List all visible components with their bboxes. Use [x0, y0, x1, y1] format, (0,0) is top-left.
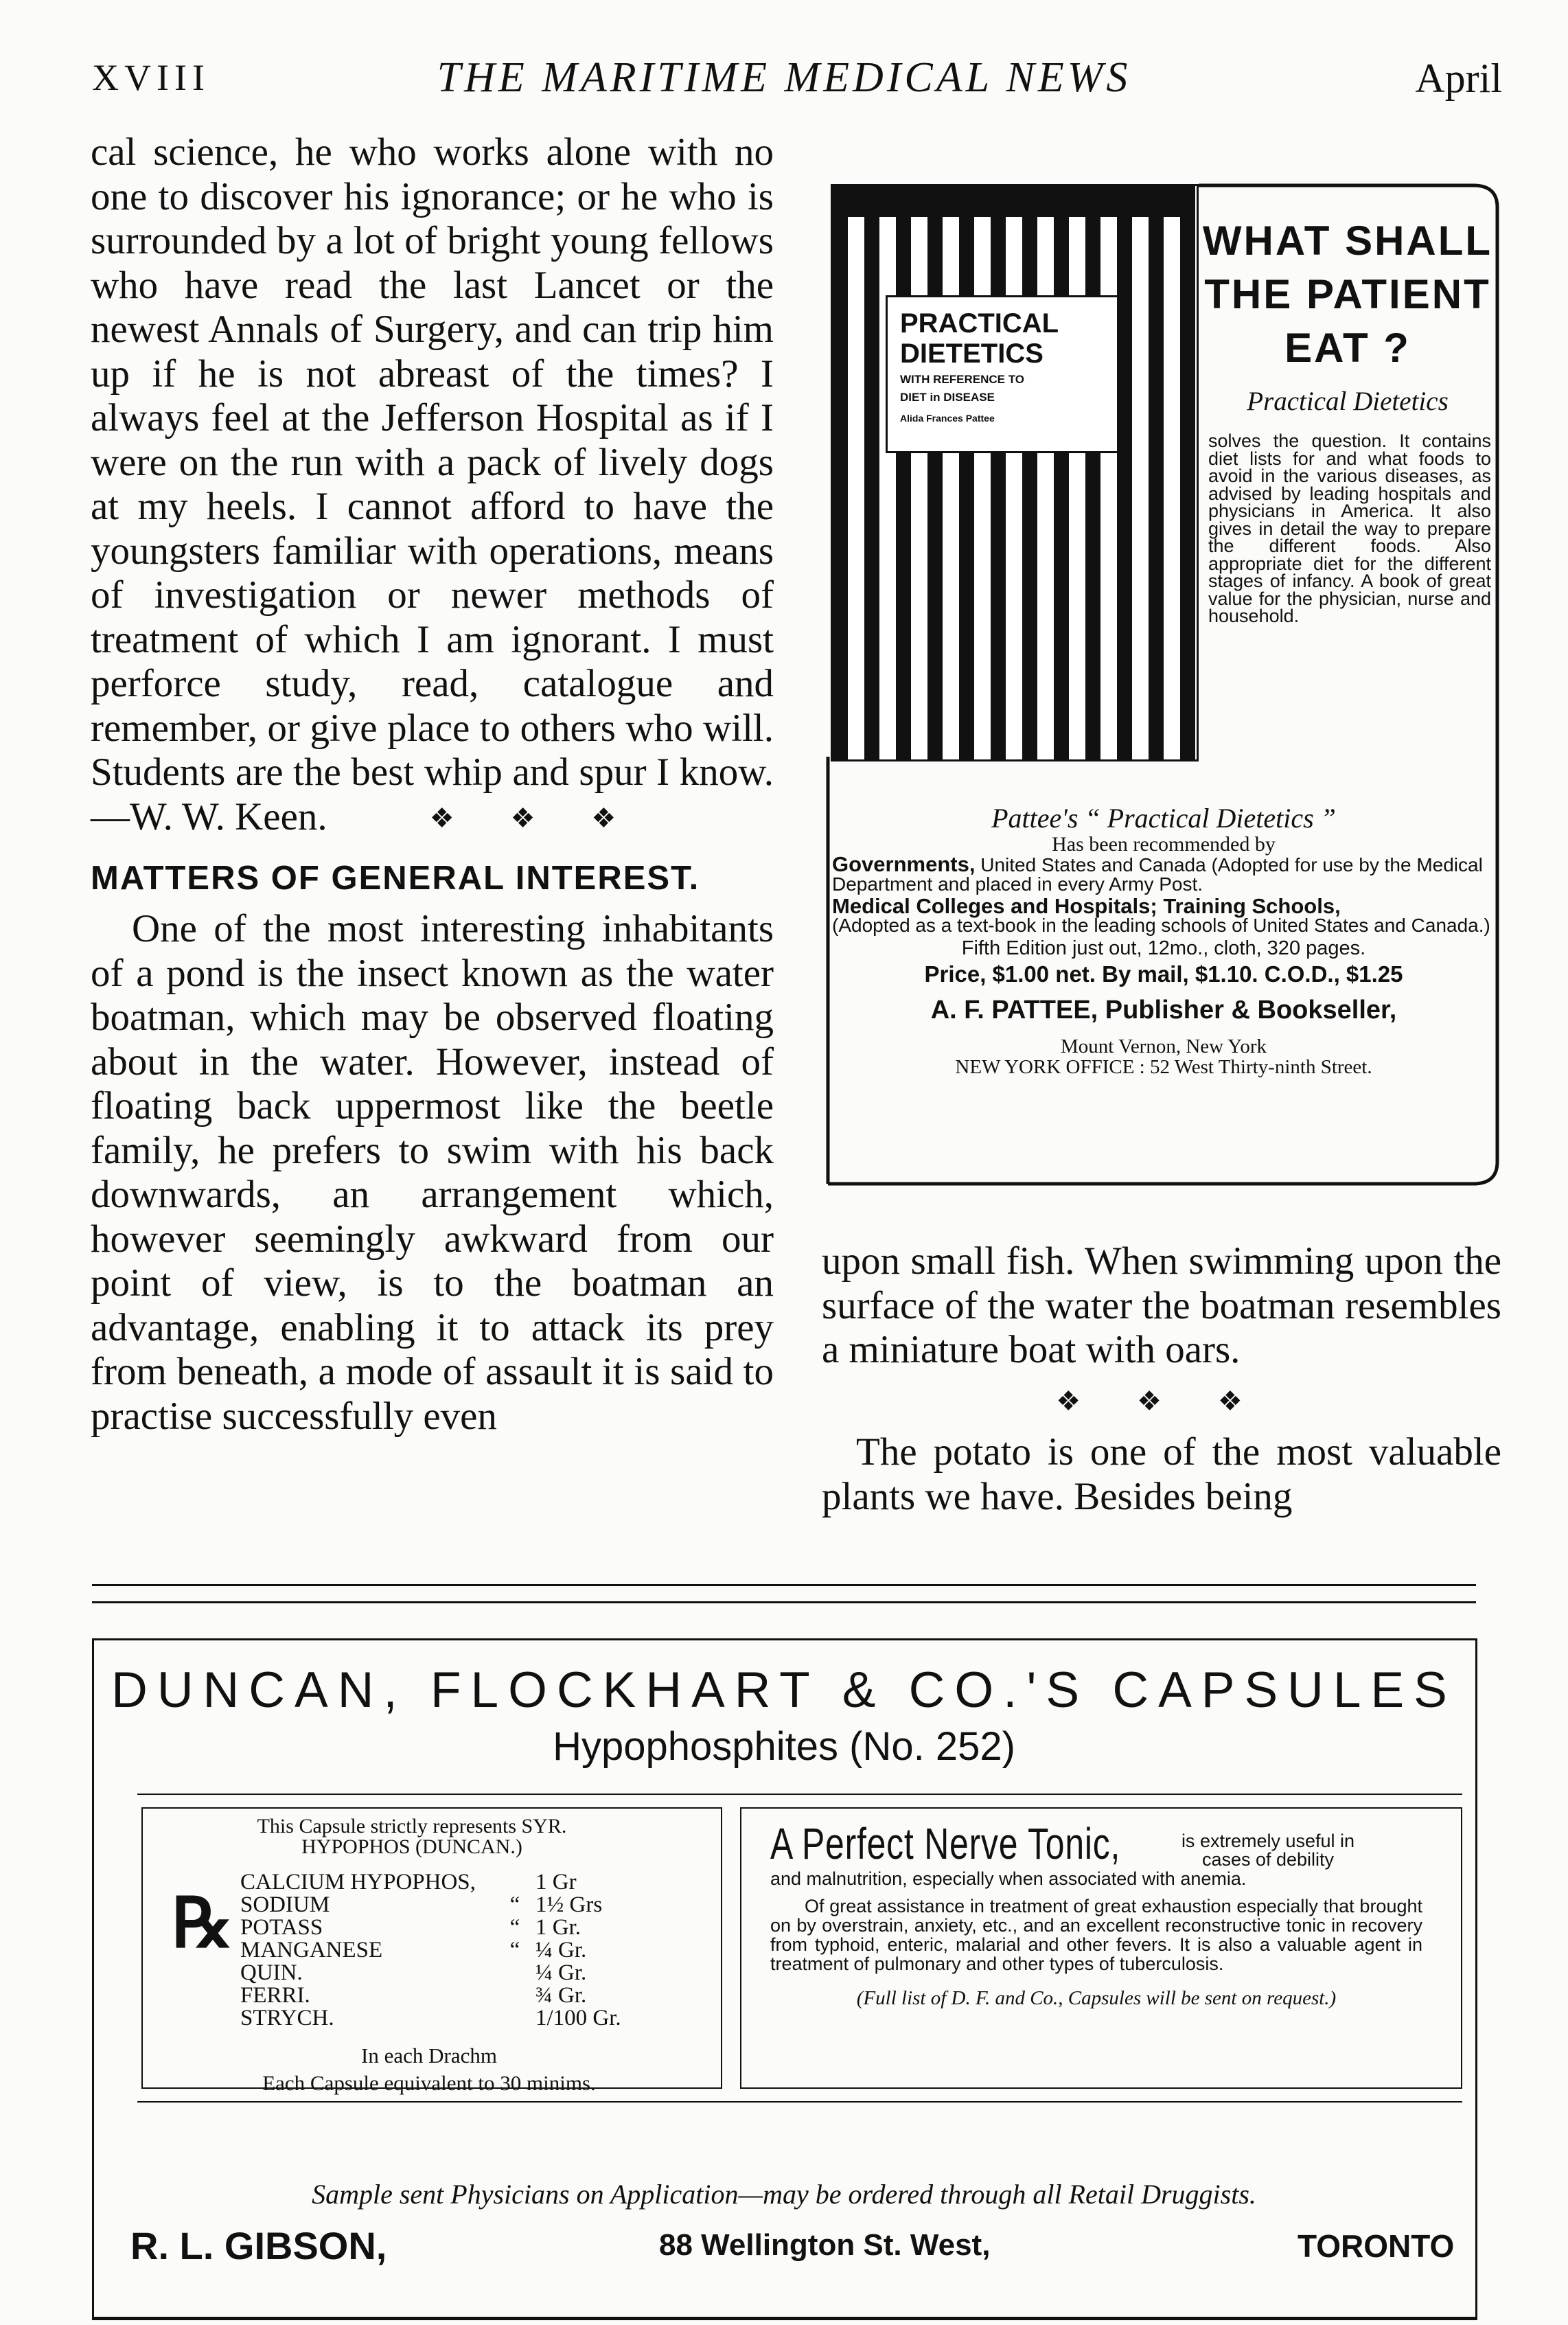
- ingredient-row: [240, 2007, 693, 2030]
- book-subtitle-line1: WITH REFERENCE TO: [900, 373, 1025, 386]
- ingredient-mark: [494, 2007, 535, 2030]
- book-subtitle-line2: DIET in DISEASE: [900, 391, 995, 404]
- agent-name: R. L. GIBSON,: [130, 2224, 387, 2267]
- ingredient-dose: 1½ Grs: [535, 1892, 603, 1917]
- journal-title: THE MARITIME MEDICAL NEWS: [437, 54, 1131, 101]
- recommended-line: Has been recommended by: [1052, 833, 1276, 856]
- prescription-icon: ℞: [172, 1886, 233, 1962]
- agent-city: TORONTO: [1298, 2228, 1455, 2264]
- ingredient-mark: [494, 1962, 535, 1984]
- tonic-para2: Of great assistance in treatment of great exhaustion especially that brought on by overstrain, anxiety, etc., and an excellent reconstructive tonic in recovery from typhoid, enteric, malarial and other fevers. It is also a valuable agent in treatment of pulmonary and other types of tuberculosis.: [770, 1896, 1422, 1974]
- book-spine-top: [831, 184, 1195, 217]
- ingredient-mark: [494, 1984, 535, 2007]
- ingredient-dose: 1/100 Gr.: [535, 2006, 621, 2030]
- book-title-line1: PRACTICAL: [900, 308, 1059, 339]
- ingredient-row: [240, 1984, 693, 2007]
- ingredient-mark: [494, 1871, 535, 1894]
- tonic-headline: A Perfect Nerve Tonic,: [770, 1819, 1121, 1868]
- ingredient-row: [240, 1894, 693, 1916]
- book-title-line2: DIETETICS: [900, 339, 1044, 369]
- ingredient-row: [240, 1962, 693, 1984]
- left-column: [91, 130, 774, 1439]
- ingredient-table: [240, 1871, 693, 2030]
- governments-label: Governments,: [832, 852, 976, 876]
- ingredient-name: FERRI.: [240, 1983, 310, 2008]
- issue-month: April: [1415, 56, 1502, 101]
- sample-line: Sample sent Physicians on Application—may be ordered through all Retail Druggists.: [312, 2179, 1256, 2210]
- ad-description: solves the question. It contains diet lists for and what foods to avoid in the various diseases, as advised by leading hospitals and physicians in America. It also gives in detail the way to prepare the different foods. Also appropriate diet for the different stages of infancy. A book of great value for the physician, nurse and household.: [1208, 431, 1491, 626]
- section-heading: MATTERS OF GENERAL INTEREST.: [91, 859, 700, 897]
- ingredient-row: [240, 1871, 693, 1894]
- publisher-line: A. F. PATTEE, Publisher & Bookseller,: [930, 996, 1397, 1024]
- ingredient-dose: 1 Gr: [535, 1870, 577, 1894]
- ingredient-name: MANGANESE: [240, 1938, 383, 1962]
- inner-rule-bottom: [137, 2101, 1462, 2103]
- tonic-para1: and malnutrition, especially when associated with anemia.: [770, 1868, 1247, 1889]
- colleges-text: (Adopted as a text-book in the leading schools of United States and Canada.): [832, 915, 1490, 936]
- divider-rule-2: [92, 1601, 1476, 1603]
- price-line: Price, $1.00 net. By mail, $1.10. C.O.D., $1.25: [924, 961, 1403, 987]
- inner-rule-top: [137, 1794, 1462, 1795]
- book-cover-label: [886, 295, 1119, 453]
- duncan-subtitle: Hypophosphites (No. 252): [553, 1724, 1015, 1769]
- pattee-recommendations: [832, 802, 1495, 1077]
- ingredient-mark: “: [509, 1892, 520, 1917]
- boatman-continued: upon small fish. When swimming upon the surface of the water the boatman resembles a miniature boat with oars.: [822, 1239, 1501, 1371]
- rx-foot-capsule: Each Capsule equivalent to 30 minims.: [262, 2071, 596, 2095]
- colleges-label: Medical Colleges and Hospitals; Training Schools,: [832, 894, 1341, 918]
- water-boatman-paragraph: One of the most interesting inhabitants of a pond is the insect known as the water boatman, which may be observed floating about in the water. However, instead of floating back uppermost like the beetle family, he prefers to swim with his back downwards, an arrangement which, however seemingly awkward from our point of view, is to the boatman an advantage, enabling it to attack its prey from beneath, a mode of assault it is said to practise successfully even: [91, 907, 774, 1438]
- dingbat-divider: ❖ ❖ ❖: [429, 803, 641, 834]
- agent-street: 88 Wellington St. West,: [659, 2228, 991, 2262]
- potato-paragraph: The potato is one of the most valuable plants we have. Besides being: [822, 1430, 1501, 1518]
- book-author: Alida Frances Pattee: [900, 413, 995, 424]
- ingredient-row: [240, 1916, 693, 1939]
- ingredient-name: POTASS: [240, 1915, 323, 1940]
- right-column: [822, 1239, 1501, 1519]
- rx-foot-drachm: In each Drachm: [361, 2043, 497, 2068]
- governments-text: United States and Canada (Adopted for use by the Medical Department and placed in every Army Post.: [832, 854, 1483, 895]
- duncan-title: DUNCAN, FLOCKHART & CO.'S CAPSULES: [111, 1662, 1457, 1718]
- ingredient-dose: ¼ Gr.: [535, 1938, 587, 1962]
- pattee-title: Pattee's “ Practical Dietetics ”: [991, 803, 1336, 834]
- ingredient-mark: “: [509, 1938, 520, 1962]
- ad-headline: [1200, 214, 1495, 375]
- rx-intro: This Capsule strictly represents SYR. HYPOPHOS (DUNCAN.): [257, 1815, 567, 1858]
- rx-formula: [165, 1816, 693, 2097]
- ingredient-mark: “: [509, 1915, 520, 1940]
- ingredient-name: QUIN.: [240, 1960, 303, 1985]
- ingredient-name: SODIUM: [240, 1892, 330, 1917]
- nerve-tonic-text: [770, 1818, 1422, 2008]
- book-cover-illustration: [831, 184, 1199, 761]
- divider-rule: [92, 1584, 1476, 1586]
- page-number: XVIII: [92, 57, 210, 98]
- keen-paragraph: cal science, he who works alone with no one to discover his ignorance; or he who is surrounded by a lot of bright young fellows who have read the last Lancet or the newest Annals of Surgery, and can trip him up if he is not abreast of the times? I always feel at the Jefferson Hospital as if I were on the run with a pack of lively dogs at my heels. I cannot afford to have the youngsters familiar with operations, means of investigation or newer methods of treatment of which I am ignorant. I must perforce study, read, catalogue and remember, or give place to others who will. Students are the best whip and spur I know.—W. W. Keen.: [91, 130, 774, 838]
- headline-line1: WHAT SHALL: [1202, 218, 1493, 264]
- tonic-heading: [770, 1818, 1422, 1869]
- headline-line3: EAT ?: [1284, 325, 1411, 371]
- address-line: Mount Vernon, New York: [1061, 1035, 1267, 1057]
- ad-subhead: Practical Dietetics: [1247, 387, 1449, 416]
- ingredient-dose: 1 Gr.: [535, 1915, 581, 1940]
- colleges-entry: [832, 894, 1495, 936]
- governments-entry: [832, 852, 1495, 895]
- office-line: NEW YORK OFFICE : 52 West Thirty-ninth Street.: [955, 1056, 1372, 1078]
- ingredient-dose: ¼ Gr.: [535, 1960, 587, 1985]
- headline-line2: THE PATIENT: [1204, 271, 1491, 317]
- tonic-tagline: is extremely useful in cases of debility: [1181, 1831, 1355, 1870]
- dingbat-divider-2: ❖ ❖ ❖: [1056, 1385, 1267, 1417]
- ingredient-row: [240, 1939, 693, 1962]
- ingredient-name: STRYCH.: [240, 2006, 334, 2030]
- capsule-list-note: (Full list of D. F. and Co., Capsules will be sent on request.): [856, 1987, 1337, 2009]
- edition-line: Fifth Edition just out, 12mo., cloth, 320 pages.: [961, 937, 1366, 959]
- ingredient-dose: ¾ Gr.: [535, 1983, 587, 2008]
- ingredient-name: CALCIUM HYPOPHOS,: [240, 1870, 476, 1894]
